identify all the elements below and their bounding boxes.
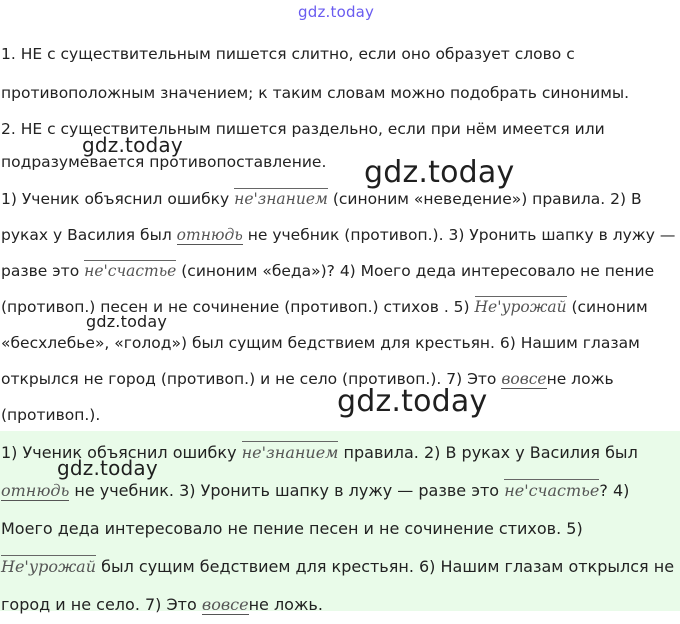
exercise-text: 1) Ученик объяснил ошибку — [1, 190, 235, 208]
handwritten-word: вовсе — [501, 370, 547, 388]
exercise-text: (синоним «беда»)? 4) Моего деда интересовало не пение (противоп.) песен и не сочинение (противоп.) стихов . 5) — [1, 262, 655, 316]
watermark-logo: gdz.today — [298, 3, 375, 21]
watermark-logo: gdz.today — [57, 456, 158, 480]
handwritten-word: не'счастье — [504, 481, 600, 500]
answer-text: не ложь. — [248, 595, 323, 614]
answer-text: не учебник. 3) Уронить шапку в лужу — разве это — [69, 481, 505, 500]
handwritten-word: не'знанием — [241, 443, 339, 462]
handwritten-word: вовсе — [201, 595, 249, 614]
handwritten-word: не'знанием — [234, 190, 328, 208]
answer-text: был сущим бедствием для крестьян. 6) Нашим глазам открылся не город и не село. 7) Это — [1, 557, 675, 614]
handwritten-word: не'счастье — [84, 262, 177, 280]
exercise-text: не учебник (противоп.). 3) Уронить шапку в лужу — разве это — [1, 226, 676, 280]
answer-text: правила. 2) В руках у Василия был — [338, 443, 638, 462]
watermark-logo: gdz.today — [364, 155, 515, 190]
exercise-text: (синоним «неведение») правила. 2) В руках у Василия был — [1, 190, 642, 244]
watermark-logo: gdz.today — [82, 133, 183, 157]
watermark-logo: gdz.today — [86, 312, 168, 331]
rule-1-paragraph: 1. НЕ с существительным пишется слитно, если оно образует слово с противоположным значением; к таким словам можно подобрать синонимы. — [1, 45, 630, 102]
handwritten-word: Не'урожай — [474, 298, 567, 316]
watermark-logo: gdz.today — [337, 384, 488, 419]
exercise-text: не ложь (противоп.). — [1, 370, 614, 424]
answer-text: 1) Ученик объяснил ошибку — [1, 443, 242, 462]
handwritten-word: отнюдь — [1, 481, 70, 500]
rule-2-paragraph: 2. НЕ с существительным пишется раздельно, если при нём имеется или подразумевается противопоставление. — [1, 120, 605, 171]
handwritten-word: Не'урожай — [1, 557, 97, 576]
handwritten-word: отнюдь — [176, 226, 243, 244]
answer-text: ? 4) Моего деда интересовало не пение песен и не сочинение стихов. 5) — [1, 481, 630, 538]
exercise-text: (синоним «бесхлебье», «голод») был сущим бедствием для крестьян. 6) Нашим глазам открылся не город (противоп.) и не село (противоп.). 7) Это — [1, 298, 648, 388]
